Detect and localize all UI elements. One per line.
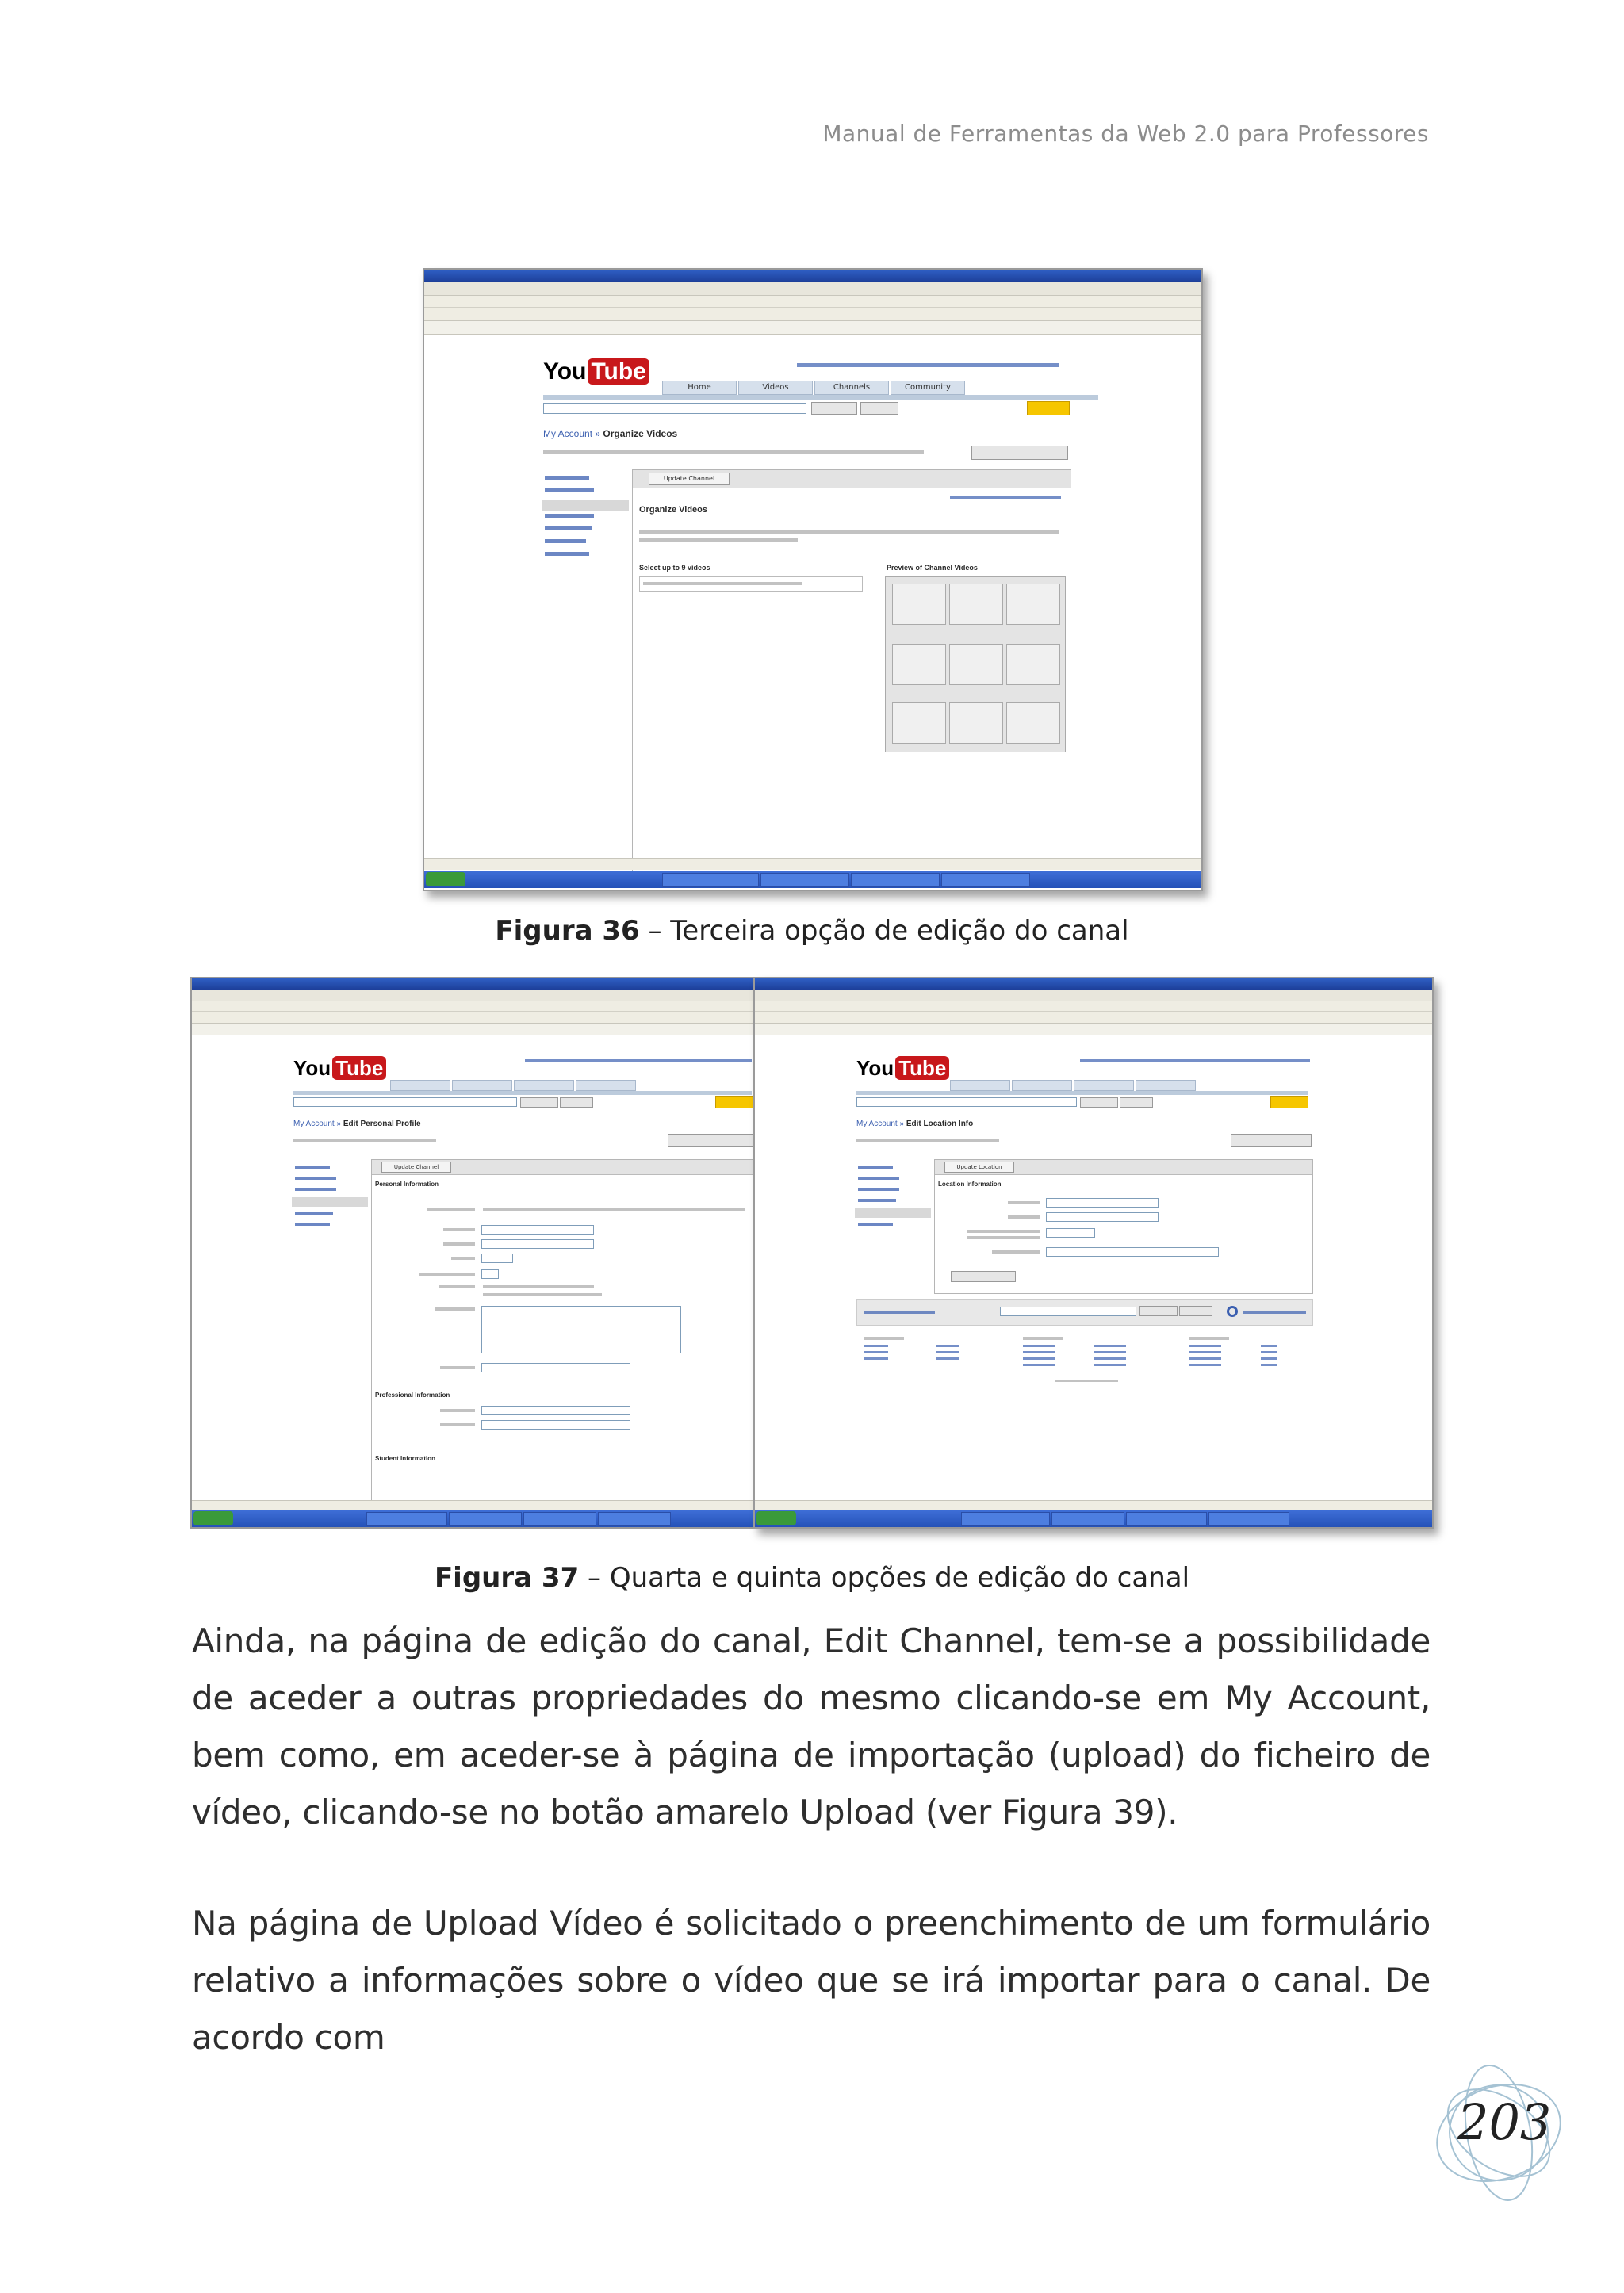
taskbar: [424, 871, 1201, 888]
browser-tabs: [424, 321, 1201, 335]
edit-location-panel: [934, 1159, 1313, 1294]
professional-info-title: Professional Information: [375, 1391, 450, 1399]
last-name-field: [481, 1239, 594, 1249]
relationship-select: [481, 1269, 499, 1279]
taskbar-item: [366, 1512, 447, 1526]
field-label: [427, 1208, 475, 1211]
search-button: [860, 402, 898, 415]
gender-select: [481, 1254, 513, 1263]
view-public-channel-button: [1231, 1134, 1312, 1146]
update-location-button: Update Location: [944, 1162, 1014, 1173]
sidebar-link: [545, 514, 594, 518]
taskbar-item: [760, 873, 849, 887]
section-description: [639, 538, 798, 542]
select-videos-label: Select up to 9 videos: [639, 564, 710, 572]
figure-37-right-screenshot: [753, 977, 1434, 1529]
search-button: [1120, 1097, 1153, 1108]
top-links: [525, 1059, 752, 1062]
sidebar-link-active: [855, 1208, 931, 1218]
nav-strip: [856, 1091, 1308, 1095]
preview-label: Preview of Channel Videos: [887, 564, 978, 572]
breadcrumb: [856, 1120, 973, 1128]
upload-button: [1270, 1096, 1308, 1108]
sidebar-link: [295, 1188, 336, 1191]
panel-header: [372, 1160, 757, 1175]
sidebar-link: [858, 1223, 893, 1226]
start-button: [193, 1511, 233, 1525]
taskbar-item: [598, 1512, 671, 1526]
breadcrumb: [543, 428, 677, 439]
tab-community: Community: [891, 381, 965, 395]
section-description: [639, 530, 1059, 534]
hometown-field: [1046, 1198, 1159, 1208]
start-button: [756, 1511, 796, 1525]
youtube-logo: You Tube: [293, 1056, 386, 1081]
page-description: [293, 1139, 436, 1142]
student-info-title: Student Information: [375, 1455, 435, 1462]
organize-videos-panel: [632, 469, 1071, 883]
address-bar: [424, 282, 1201, 296]
tab-home: Home: [662, 381, 737, 395]
field-label: [435, 1307, 475, 1311]
country-select: [1046, 1247, 1219, 1257]
menu-bar: [192, 1001, 756, 1012]
field-label: [440, 1409, 475, 1412]
tab-channels: Channels: [814, 381, 889, 395]
update-channel-button: Update Channel: [381, 1162, 451, 1173]
breadcrumb-title: Organize Videos: [603, 428, 678, 439]
tab-videos: Videos: [738, 381, 813, 395]
field-label: [1008, 1201, 1040, 1204]
view-public-channel-button: [668, 1134, 755, 1146]
window-titlebar: [424, 270, 1201, 282]
search-input: [543, 403, 806, 414]
sidebar-link: [545, 539, 586, 543]
search-input: [293, 1097, 517, 1107]
status-bar: [424, 858, 1201, 870]
field-label: [440, 1423, 475, 1426]
panel-header: [633, 470, 1071, 488]
top-links: [797, 363, 1059, 367]
breadcrumb-link: My Account »: [856, 1120, 905, 1128]
sidebar-link: [295, 1166, 330, 1169]
about-me-textarea: [481, 1306, 681, 1353]
preview-thumb: [892, 644, 946, 685]
caption-text: – Quarta e quinta opções de edição do canal: [579, 1562, 1190, 1594]
taskbar: [192, 1510, 756, 1527]
taskbar: [755, 1510, 1432, 1527]
companies-field: [481, 1420, 630, 1430]
breadcrumb-title: Edit Location Info: [906, 1120, 974, 1128]
figure-36-screenshot: [423, 268, 1203, 891]
start-button: [426, 872, 465, 886]
search-category-select: [520, 1097, 558, 1108]
search-category-select: [811, 402, 857, 415]
tab-videos: [1012, 1080, 1072, 1091]
paragraph-2: Na página de Upload Vídeo é solicitado o preenchimento de um formulário relativo a informações sobre o vídeo que se irá importar para o canal. De acordo com: [192, 1904, 1431, 2057]
menu-bar: [755, 1001, 1432, 1012]
preview-thumb: [892, 584, 946, 625]
window-titlebar: [755, 978, 1432, 990]
taskbar-item: [1208, 1512, 1289, 1526]
sidebar-link-active: [542, 500, 629, 511]
caption-label: Figura 36: [495, 915, 640, 947]
tab-videos: [452, 1080, 512, 1091]
sidebar-link: [858, 1166, 893, 1169]
field-label: [967, 1236, 1040, 1239]
taskbar-item: [941, 873, 1030, 887]
preview-thumb: [949, 584, 1003, 625]
nav-strip: [293, 1091, 752, 1095]
tab-channels: [1074, 1080, 1134, 1091]
page-description: [543, 450, 924, 454]
sidebar-link: [858, 1188, 899, 1191]
taskbar-item: [961, 1512, 1050, 1526]
field-label: [451, 1257, 475, 1260]
field-label: [1008, 1215, 1040, 1219]
toolbar: [424, 308, 1201, 321]
location-info-title: Location Information: [938, 1181, 1002, 1188]
taskbar-item: [1051, 1512, 1124, 1526]
update-channel-button: Update Channel: [649, 473, 730, 485]
preview-thumb: [1006, 644, 1060, 685]
browser-tabs: [755, 1024, 1432, 1035]
caption-text: – Terceira opção de edição do canal: [639, 915, 1129, 947]
nav-strip: [543, 395, 1098, 400]
upload-button: [1027, 401, 1070, 415]
youtube-logo: You Tube: [856, 1056, 949, 1081]
tab-home: [950, 1080, 1010, 1091]
field-label: [419, 1273, 475, 1276]
footer-links: [856, 1335, 1312, 1386]
panel-header: [935, 1160, 1312, 1175]
sidebar-link: [295, 1223, 330, 1226]
preview-thumb: [949, 644, 1003, 685]
upload-button: [715, 1096, 753, 1108]
search-input: [856, 1097, 1077, 1107]
postal-code-field: [1046, 1228, 1095, 1238]
display-count: [950, 496, 1061, 499]
sidebar-link: [295, 1177, 336, 1180]
taskbar-item: [1126, 1512, 1207, 1526]
sidebar-link: [295, 1212, 333, 1215]
website-field: [481, 1363, 630, 1372]
paragraph-1: Ainda, na página de edição do canal, Edit Channel, tem-se a possibilidade de aceder a outras propriedades do mesmo clicando-se em My Account, bem como, em aceder-se à página de importação (upload) do ficheiro de vídeo, clicando-se no botão amarelo Upload (ver Figura 39).: [192, 1621, 1431, 1832]
field-label: [440, 1366, 475, 1369]
toolbar: [755, 1012, 1432, 1024]
youtube-logo: You Tube: [543, 358, 649, 385]
preview-thumb: [1006, 584, 1060, 625]
sidebar-link: [858, 1199, 896, 1202]
preview-thumb: [949, 702, 1003, 744]
breadcrumb-link: My Account »: [293, 1120, 342, 1128]
breadcrumb-title: Edit Personal Profile: [343, 1120, 421, 1128]
figure-37-left-screenshot: [190, 977, 757, 1529]
address-bar: [755, 990, 1432, 1001]
page-number: 203: [1457, 2093, 1552, 2151]
sidebar-link-active: [292, 1197, 368, 1207]
field-label: [967, 1230, 1040, 1233]
no-videos-box: [639, 576, 863, 592]
radio-option: [483, 1285, 594, 1288]
preview-grid: [885, 576, 1066, 752]
figure-36-caption: [0, 915, 1624, 947]
search-category-select: [1080, 1097, 1118, 1108]
field-label: [443, 1242, 475, 1246]
first-name-field: [481, 1225, 594, 1235]
figure-37-caption: [0, 1562, 1624, 1594]
sidebar-link: [545, 552, 589, 556]
sidebar-link: [545, 476, 589, 480]
occupations-field: [481, 1406, 630, 1415]
taskbar-item: [523, 1512, 596, 1526]
tab-community: [1136, 1080, 1196, 1091]
running-header: Manual de Ferramentas da Web 2.0 para Professores: [822, 121, 1429, 147]
field-label: [992, 1250, 1040, 1254]
tab-home: [390, 1080, 450, 1091]
caption-label: Figura 37: [434, 1562, 580, 1594]
tab-channels: [514, 1080, 574, 1091]
edit-profile-panel: [371, 1159, 757, 1525]
breadcrumb-link: My Account »: [543, 428, 601, 439]
update-location-bottom-button: [951, 1271, 1016, 1282]
address-bar: [192, 990, 756, 1001]
search-button: [560, 1097, 593, 1108]
view-public-channel-button: [971, 446, 1068, 460]
sidebar-link: [545, 526, 592, 530]
taskbar-item: [449, 1512, 522, 1526]
menu-bar: [424, 296, 1201, 308]
current-city-field: [1046, 1212, 1159, 1222]
taskbar-item: [851, 873, 940, 887]
field-label: [443, 1228, 475, 1231]
field-hint: [483, 1208, 745, 1211]
preview-thumb: [1006, 702, 1060, 744]
page-description: [856, 1139, 999, 1142]
breadcrumb: [293, 1120, 421, 1128]
field-label: [439, 1285, 475, 1288]
section-title: Organize Videos: [639, 505, 707, 515]
footer-search-strip: [856, 1299, 1313, 1326]
sidebar-link: [858, 1177, 899, 1180]
preview-thumb: [892, 702, 946, 744]
top-links: [1080, 1059, 1310, 1062]
taskbar-item: [662, 873, 759, 887]
browser-tabs: [192, 1024, 756, 1035]
window-titlebar: [192, 978, 756, 990]
radio-option: [483, 1293, 602, 1296]
personal-info-title: Personal Information: [375, 1181, 439, 1188]
tab-community: [576, 1080, 636, 1091]
toolbar: [192, 1012, 756, 1024]
sidebar-link: [545, 488, 594, 492]
